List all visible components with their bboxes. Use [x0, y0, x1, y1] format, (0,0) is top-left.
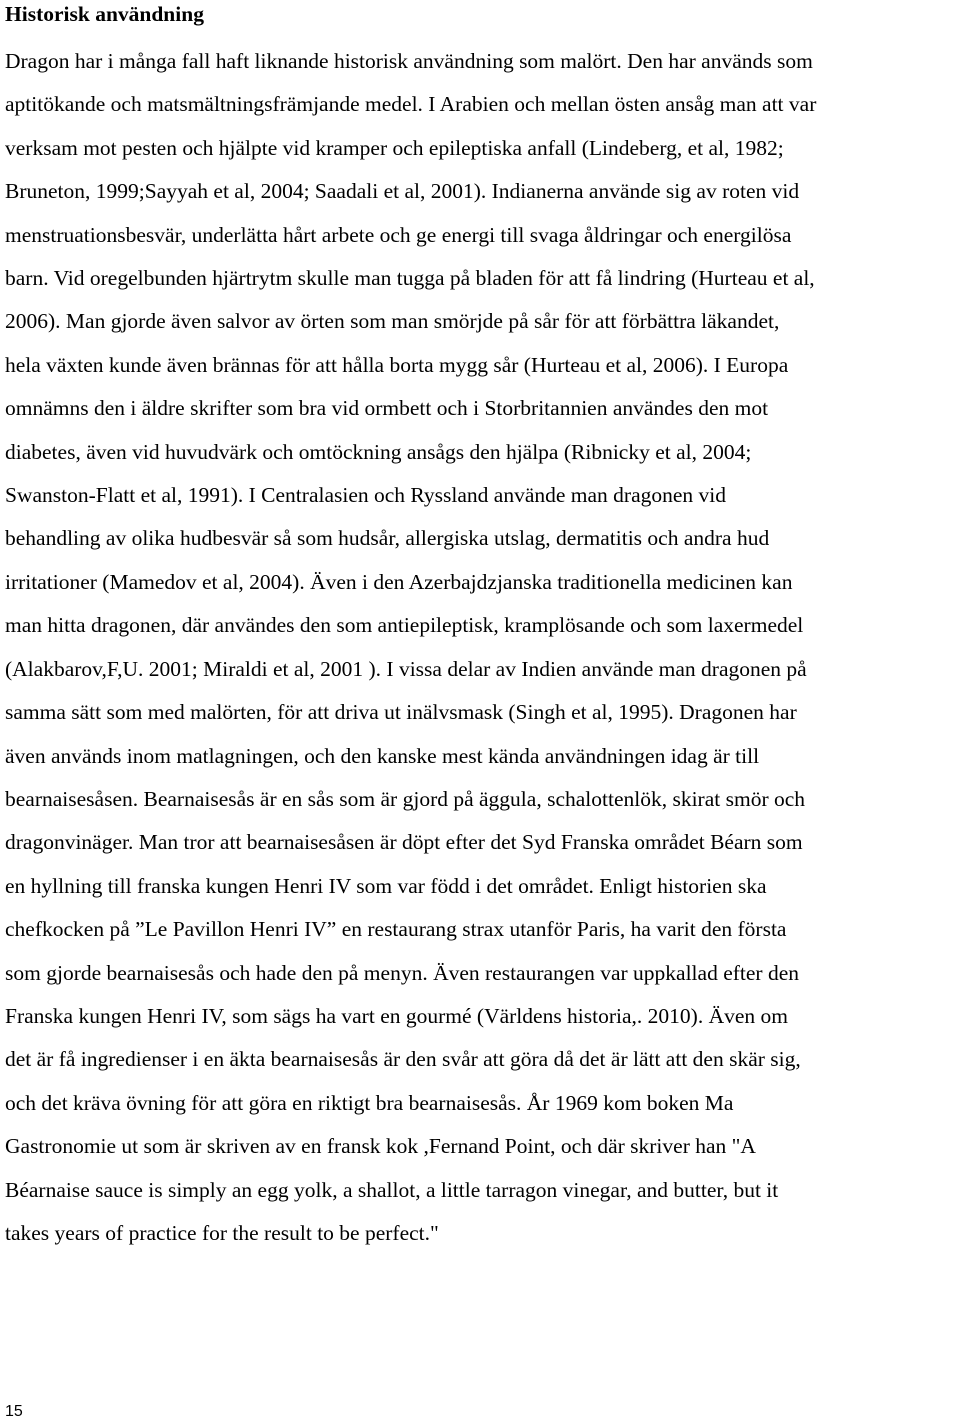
text-line: Béarnaise sauce is simply an egg yolk, a shallot, a little tarragon vinegar, and butter, but it	[5, 1177, 779, 1202]
text-line: en hyllning till franska kungen Henri IV som var född i det området. Enligt historien ska	[5, 873, 767, 898]
text-line: och det kräva övning för att göra en riktigt bra bearnaisesås. År 1969 kom boken Ma	[5, 1090, 734, 1115]
text-line: irritationer (Mamedov et al, 2004). Även i den Azerbajdzjanska traditionella medicinen kan	[5, 569, 793, 594]
text-line: verksam mot pesten och hjälpte vid kramper och epileptiska anfall (Lindeberg, et al, 1982;	[5, 135, 784, 160]
text-line: takes years of practice for the result to be perfect."	[5, 1220, 439, 1245]
text-line: behandling av olika hudbesvär så som hudsår, allergiska utslag, dermatitis och andra hud	[5, 526, 770, 551]
text-line: (Alakbarov,F,U. 2001; Miraldi et al, 2001 ). I vissa delar av Indien använde man dragonen på	[5, 656, 807, 681]
text-line: aptitökande och matsmältningsfrämjande medel. I Arabien och mellan östen ansåg man att var	[5, 92, 817, 117]
text-line: Swanston-Flatt et al, 1991). I Centralasien och Ryssland använde man dragonen vid	[5, 483, 727, 508]
text-line: omnämns den i äldre skrifter som bra vid ormbett och i Storbritannien användes den mot	[5, 396, 769, 421]
text-line: 2006). Man gjorde även salvor av örten som man smörjde på sår för att förbättra läkandet,	[5, 309, 780, 334]
text-line: chefkocken på ”Le Pavillon Henri IV” en restaurang strax utanför Paris, ha varit den första	[5, 917, 787, 942]
text-line: som gjorde bearnaisesås och hade den på menyn. Även restaurangen var uppkallad efter den	[5, 960, 799, 985]
text-line: även används inom matlagningen, och den kanske mest kända användningen idag är till	[5, 743, 760, 768]
text-line: hela växten kunde även brännas för att hålla borta mygg sår (Hurteau et al, 2006). I Europa	[5, 352, 789, 377]
page-number: 15	[5, 1403, 23, 1420]
text-line: Dragon har i många fall haft liknande historisk användning som malört. Den har används som	[5, 49, 813, 73]
text-line: bearnaisesåsen. Bearnaisesås är en sås som är gjord på äggula, schalottenlök, skirat smör och	[5, 786, 806, 811]
text-line: Gastronomie ut som är skriven av en fransk kok ,Fernand Point, och där skriver han "A	[5, 1134, 756, 1159]
text-line: barn. Vid oregelbunden hjärtrytm skulle man tugga på bladen för att få lindring (Hurteau et al,	[5, 266, 815, 291]
text-line: menstruationsbesvär, underlätta hårt arbete och ge energi till svaga åldringar och energilösa	[5, 222, 792, 247]
text-line: Franska kungen Henri IV, som sägs ha vart en gourmé (Världens historia,. 2010). Även om	[5, 1003, 788, 1028]
body-paragraph	[5, 40, 960, 1255]
text-line: dragonvinäger. Man tror att bearnaisesåsen är döpt efter det Syd Franska området Béarn som	[5, 830, 803, 855]
text-line: Bruneton, 1999;Sayyah et al, 2004; Saadali et al, 2001). Indianerna använde sig av roten vid	[5, 179, 800, 204]
text-line: diabetes, även vid huvudvärk och omtöckning ansågs den hjälpa (Ribnicky et al, 2004;	[5, 439, 752, 464]
text-line: det är få ingredienser i en äkta bearnaisesås är den svår att göra då det är lätt att den skär sig,	[5, 1047, 801, 1072]
text-line: man hitta dragonen, där användes den som antiepileptisk, kramplösande och som laxermedel	[5, 613, 804, 638]
section-heading: Historisk användning	[5, 2, 204, 26]
text-line: samma sätt som med malörten, för att driva ut inälvsmask (Singh et al, 1995). Dragonen har	[5, 700, 797, 725]
